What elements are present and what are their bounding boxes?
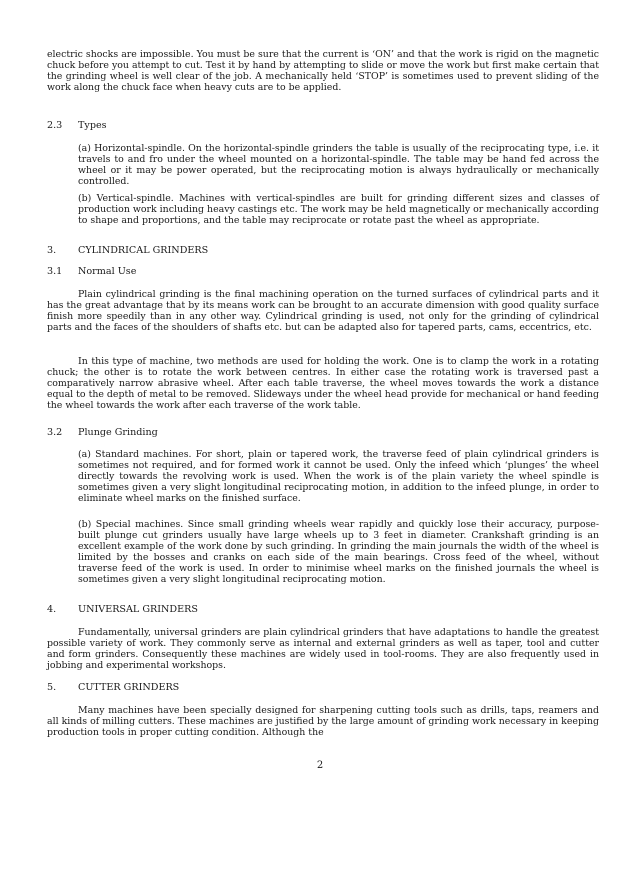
types-vertical-paragraph: (b) Vertical-spindle. Machines with vertical-spindles are built for grinding different sizes and classes of production work including heavy castings etc. The work may be held magnetically or mechanically according to shape and proportions, and the table may reciprocate or rotate past the wheel as appropriate.: [78, 193, 599, 227]
section-3-2-heading: [47, 427, 158, 439]
section-title: Types: [78, 120, 107, 131]
cutter-grinders-paragraph: Many machines have been specially designed for sharpening cutting tools such as drills, taps, reamers and all kinds of milling cutters. These machines are justified by the large amount of grinding work necessary in keeping production tools in proper cutting condition. Although the: [47, 705, 599, 739]
section-title: CUTTER GRINDERS: [78, 682, 180, 693]
plunge-standard-paragraph: (a) Standard machines. For short, plain or tapered work, the traverse feed of plain cylindrical grinders is sometimes not required, and for formed work it cannot be used. Only the infeed which ‘plunges’ the wheel directly towards the revolving work is used. When the work is of the plain variety the wheel spindle is sometimes given a very slight longitudinal reciprocating motion, in addition to the infeed plunge, in order to eliminate wheel marks on the finished surface.: [78, 449, 599, 505]
section-title: Normal Use: [78, 266, 137, 277]
section-number: 3.1: [47, 266, 63, 277]
section-number: 4.: [47, 604, 57, 615]
section-4-heading: [47, 604, 198, 616]
section-title: UNIVERSAL GRINDERS: [78, 604, 198, 615]
section-title: Plunge Grinding: [78, 427, 158, 438]
section-3-heading: [47, 245, 208, 257]
normal-use-paragraph-1: Plain cylindrical grinding is the final machining operation on the turned surfaces of cylindrical parts and it has the great advantage that by its means work can be brought to an accurate dimension with good quality surface finish more speedily than in any other way. Cylindrical grinding is used, not only for the grinding of cylindrical parts and the faces of the shoulders of shafts etc. but can be adapted also for tapered parts, cams, eccentrics, etc.: [47, 289, 599, 334]
section-number: 3.2: [47, 427, 63, 438]
section-number: 5.: [47, 682, 57, 693]
intro-paragraph: electric shocks are impossible. You must be sure that the current is ‘ON’ and that the work is rigid on the magnetic chuck before you attempt to cut. Test it by hand by attempting to slide or move the work but first make certain that the grinding wheel is well clear of the job. A mechanically held ‘STOP’ is sometimes used to prevent sliding of the work along the chuck face when heavy cuts are to be applied.: [47, 49, 599, 94]
section-number: 3.: [47, 245, 57, 256]
plunge-special-paragraph: (b) Special machines. Since small grinding wheels wear rapidly and quickly lose their accuracy, purpose-built plunge cut grinders usually have large wheels up to 3 feet in diameter. Crankshaft grinding is an excellent example of the work done by such grinding. In grinding the main journals the width of the wheel is limited by the bosses and cranks on each side of the main bearings. Cross feed of the wheel, without traverse feed of the work is used. In order to minimise wheel marks on the finished journals the wheel is sometimes given a very slight longitudinal reciprocating motion.: [78, 519, 599, 586]
section-number: 2.3: [47, 120, 63, 131]
universal-grinders-paragraph: Fundamentally, universal grinders are plain cylindrical grinders that have adaptations to handle the greatest possible variety of work. They commonly serve as internal and external grinders as well as taper, tool and cutter and form grinders. Consequently these machines are widely used in tool-rooms. They are also frequently used in jobbing and experimental workshops.: [47, 627, 599, 672]
section-3-1-heading: [47, 266, 136, 278]
page-number: 2: [316, 760, 324, 771]
section-title: CYLINDRICAL GRINDERS: [78, 245, 209, 256]
section-2-3-heading: [47, 120, 107, 132]
section-5-heading: [47, 682, 179, 694]
types-horizontal-paragraph: (a) Horizontal-spindle. On the horizontal-spindle grinders the table is usually of the reciprocating type, i.e. it travels to and fro under the wheel mounted on a horizontal-spindle. The table may be hand fed across the wheel or it may be power operated, but the reciprocating motion is always hydraulically or mechanically controlled.: [78, 143, 599, 188]
normal-use-paragraph-2: In this type of machine, two methods are used for holding the work. One is to clamp the work in a rotating chuck; the other is to rotate the work between centres. In either case the rotating work is traversed past a comparatively narrow abrasive wheel. After each table traverse, the wheel moves towards the work a distance equal to the depth of metal to be removed. Slideways under the wheel head provide for mechanical or hand feeding the wheel towards the work after each traverse of the work table.: [47, 356, 599, 412]
